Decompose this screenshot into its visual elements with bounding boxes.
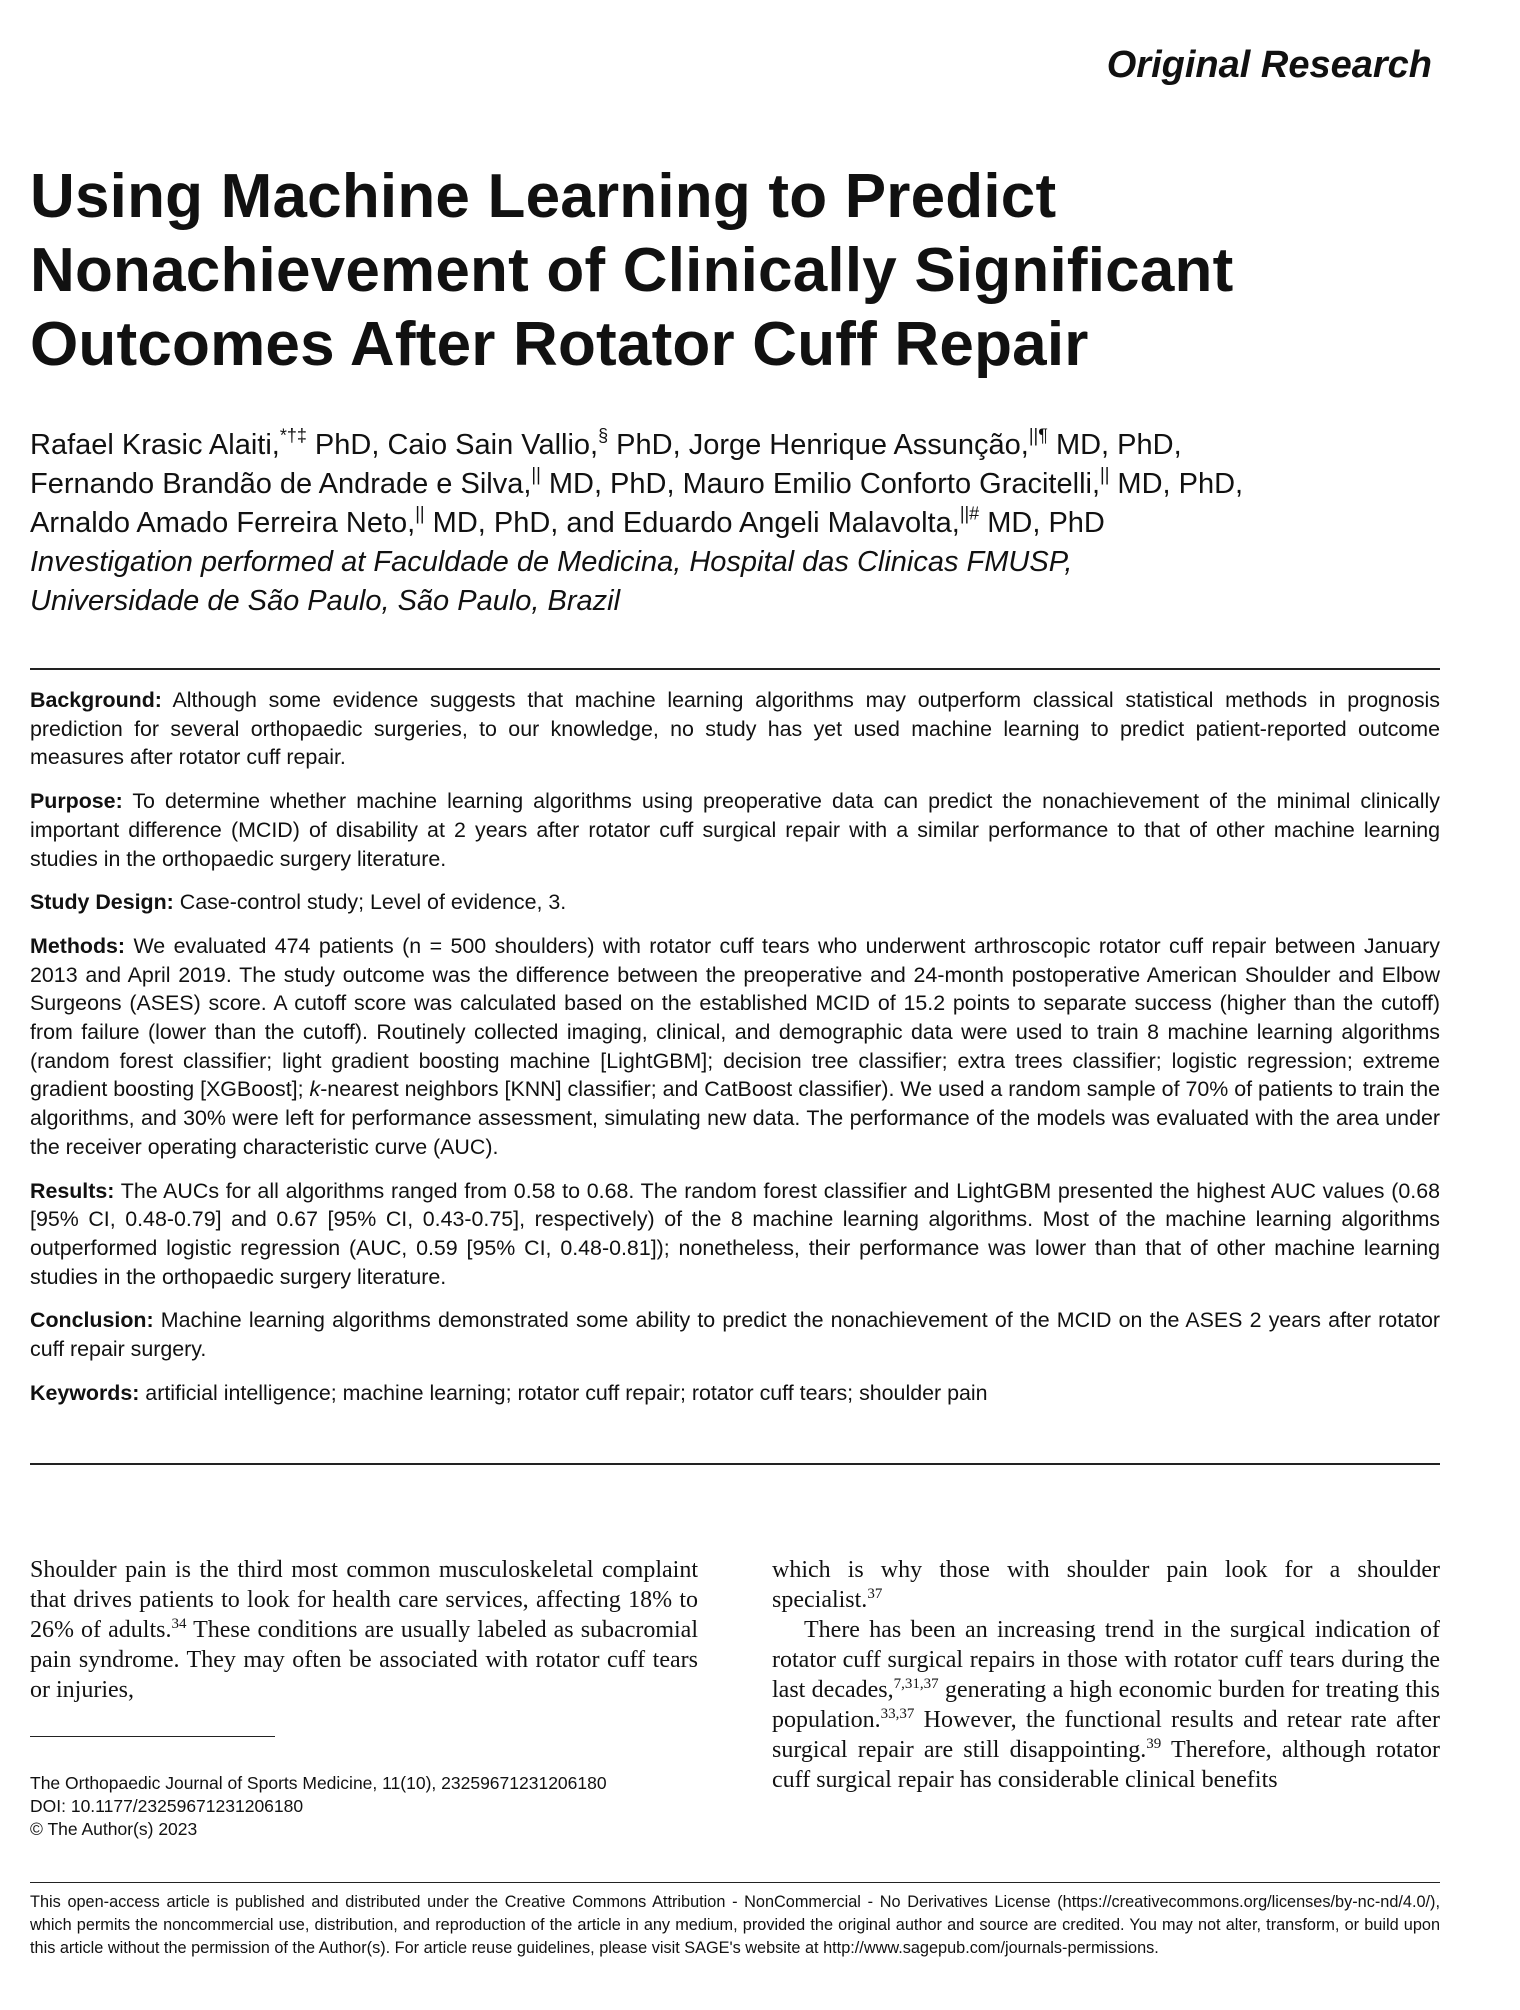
abstract-conclusion xyxy=(30,1306,1440,1363)
abstract-italic-term: k xyxy=(309,1077,321,1102)
abstract-section-text: artificial intelligence; machine learning; rotator cuff repair; rotator cuff tears; shoulder pain xyxy=(139,1380,988,1405)
journal-copyright: © The Author(s) 2023 xyxy=(30,1819,198,1839)
abstract-background xyxy=(30,686,1440,772)
author-degree: MD, PhD, xyxy=(1047,429,1182,461)
author-degree: MD, PhD, xyxy=(1109,468,1244,500)
body-text: Therefore, although rotator cuff surgical repair has considerable clinical benefits xyxy=(772,1737,1441,1793)
abstract xyxy=(30,686,1440,1422)
abstract-results xyxy=(30,1177,1440,1292)
footnote-divider xyxy=(30,1736,275,1737)
body-text: which is why those with shoulder pain look for a shoulder specialist. xyxy=(772,1557,1440,1613)
body-text: generating a high economic burden for treating this population. xyxy=(772,1677,1440,1733)
author-degree: PhD, xyxy=(608,429,689,461)
body-text: Shoulder pain is the third most common musculoskeletal complaint that drives patients to look for health care services, affecting 18% to 26% of adults. xyxy=(30,1557,698,1643)
author-affiliation-marks: § xyxy=(598,425,609,446)
abstract-section-text: The AUCs for all algorithms ranged from 0.58 to 0.68. The random forest classifier and LightGBM presented the highest AUC values (0.68 [95% CI, 0.48-0.79] and 0.67 [95% CI, 0.43-0.75], respectively) of the 8 machine learning algorithms. Most of the machine learning algorithms outperformed logistic regression (AUC, 0.59 [95% CI, 0.48-0.81]); nonetheless, their performance was lower than that of other machine learning studies in the orthopaedic surgery literature. xyxy=(30,1178,1440,1289)
author-name: Fernando Brandão de Andrade e Silva, xyxy=(30,468,532,500)
author-affiliation-marks: || xyxy=(1100,464,1110,485)
abstract-study-design xyxy=(30,888,1440,917)
abstract-section-label: Results: xyxy=(30,1178,115,1203)
author-affiliation-marks: || xyxy=(415,503,425,524)
citation-ref: 33,37 xyxy=(880,1706,915,1722)
journal-doi: DOI: 10.1177/23259671231206180 xyxy=(30,1796,304,1816)
author-degree: MD, PhD xyxy=(979,507,1105,539)
abstract-section-label: Background: xyxy=(30,688,162,712)
license-notice: This open-access article is published and distributed under the Creative Commons Attribution - NonCommercial - No Derivatives License (https://creativecommons.org/licenses/by-nc-nd/4.0/), which permits the noncommercial use, distribution, and reproduction of the article in any medium, provided the original author and source are credited. You may not alter, transform, or build upon this article without the permission of the Author(s). For article reuse guidelines, please visit SAGE's website at http://www.sagepub.com/journals-permissions. xyxy=(30,1893,1440,1957)
title-line: Outcomes After Rotator Cuff Repair xyxy=(30,310,1089,379)
abstract-section-text: -nearest neighbors [KNN] classifier; and CatBoost classifier). We used a random sample of 70% of patients to train the algorithms, and 30% were left for performance assessment, simulating new data. The performance of the models was evaluated with the area under the receiver operating characteristic curve (AUC). xyxy=(30,1077,1441,1159)
section-label: Original Research xyxy=(1106,44,1432,86)
author-degree: MD, PhD, and xyxy=(424,507,623,539)
author-name: Eduardo Angeli Malavolta, xyxy=(622,507,960,539)
author-affiliation-marks: || xyxy=(531,464,541,485)
license-divider xyxy=(30,1882,1440,1883)
journal-info xyxy=(30,1772,607,1841)
citation-ref: 34 xyxy=(171,1616,187,1632)
author-affiliation-marks: ||# xyxy=(959,503,980,524)
author-line xyxy=(30,426,1470,465)
author-degree: PhD, xyxy=(306,429,388,461)
abstract-section-text: Case-control study; Level of evidence, 3. xyxy=(173,890,567,915)
abstract-keywords xyxy=(30,1379,1440,1408)
article-title xyxy=(30,160,1470,382)
abstract-section-text: To determine whether machine learning algorithms using preoperative data can predict the nonachievement of the minimal clinically important difference (MCID) of disability at 2 years after rotator cuff surgical repair with a similar performance to that of other machine learning studies in the orthopaedic surgery literature. xyxy=(30,789,1440,871)
body-column-right xyxy=(772,1555,1440,1795)
abstract-section-text: We evaluated 474 patients (n = 500 shoulders) with rotator cuff tears who underwent arthroscopic rotator cuff repair between January 2013 and April 2019. The study outcome was the difference between the preoperative and 24-month postoperative American Shoulder and Elbow Surgeons (ASES) score. A cutoff score was calculated based on the established MCID of 15.2 points to separate success (higher than the cutoff) from failure (lower than the cutoff). Routinely collected imaging, clinical, and demographic data were used to train 8 machine learning algorithms (random forest classifier; light gradient boosting machine [LightGBM]; decision tree classifier; extra trees classifier; logistic regression; extreme gradient boosting [XGBoost]; xyxy=(30,933,1440,1102)
body-paragraph xyxy=(772,1555,1440,1615)
author-affiliation-marks: *†‡ xyxy=(279,425,307,446)
author-line xyxy=(30,504,1470,543)
body-column-left xyxy=(30,1555,698,1705)
body-paragraph xyxy=(30,1555,698,1705)
abstract-bottom-divider xyxy=(30,1463,1440,1465)
author-name: Caio Sain Vallio, xyxy=(387,429,599,461)
author-name: Jorge Henrique Assunção, xyxy=(688,429,1029,461)
abstract-section-text: Although some evidence suggests that machine learning algorithms may outperform classical statistical methods in prognosis prediction for several orthopaedic surgeries, to our knowledge, no study has yet used machine learning to predict patient-reported outcome measures after rotator cuff repair. xyxy=(30,688,1440,770)
body-text: However, the functional results and retear rate after surgical repair are still disappointing. xyxy=(772,1707,1440,1763)
body-text: These conditions are usually labeled as subacromial pain syndrome. They may often be associated with rotator cuff tears or injuries, xyxy=(30,1617,698,1703)
citation-ref: 37 xyxy=(867,1586,883,1602)
abstract-section-label: Keywords: xyxy=(30,1380,140,1405)
abstract-section-label: Conclusion: xyxy=(30,1308,154,1333)
author-affiliation-marks: ||¶ xyxy=(1028,425,1048,446)
author-name: Arnaldo Amado Ferreira Neto, xyxy=(30,507,416,539)
citation-ref: 7,31,37 xyxy=(893,1676,939,1692)
abstract-section-label: Methods: xyxy=(30,933,126,958)
author-name: Mauro Emilio Conforto Gracitelli, xyxy=(682,468,1101,500)
affiliation-line: Investigation performed at Faculdade de Medicina, Hospital das Clinicas FMUSP, xyxy=(30,546,1073,578)
author-line xyxy=(30,465,1470,504)
abstract-section-label: Purpose: xyxy=(30,789,123,814)
abstract-section-text: Machine learning algorithms demonstrated some ability to predict the nonachievement of the MCID on the ASES 2 years after rotator cuff repair surgery. xyxy=(30,1308,1440,1362)
abstract-purpose xyxy=(30,787,1440,873)
abstract-section-label: Study Design: xyxy=(30,890,174,915)
citation-ref: 39 xyxy=(1146,1736,1162,1752)
abstract-top-divider xyxy=(30,668,1440,670)
title-line: Nonachievement of Clinically Significant xyxy=(30,236,1234,305)
journal-citation: The Orthopaedic Journal of Sports Medicine, 11(10), 23259671231206180 xyxy=(30,1773,607,1793)
body-text: There has been an increasing trend in the surgical indication of rotator cuff surgical repairs in those with rotator cuff tears during the last decades, xyxy=(772,1617,1440,1703)
author-name: Rafael Krasic Alaiti, xyxy=(30,429,280,461)
author-degree: MD, PhD, xyxy=(540,468,683,500)
title-line: Using Machine Learning to Predict xyxy=(30,162,1057,231)
author-block xyxy=(30,426,1470,621)
body-paragraph xyxy=(772,1615,1440,1795)
abstract-methods xyxy=(30,932,1440,1162)
affiliation-line: Universidade de São Paulo, São Paulo, Brazil xyxy=(30,585,621,617)
